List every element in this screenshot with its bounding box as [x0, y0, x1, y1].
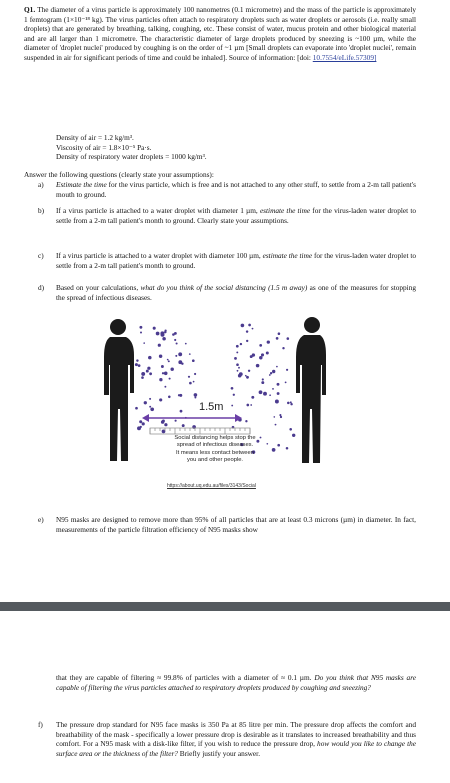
- page-separator: [0, 602, 450, 611]
- droplet-dot: [168, 396, 171, 399]
- question-a: [56, 180, 416, 199]
- droplet-dot: [141, 376, 144, 379]
- figure-caption: [155, 435, 275, 465]
- droplet-dot: [272, 370, 275, 373]
- droplet-dot: [277, 383, 280, 386]
- droplet-dot: [146, 370, 149, 373]
- droplet-dot: [267, 340, 270, 343]
- droplet-dot: [236, 345, 239, 348]
- droplet-dot: [192, 359, 195, 362]
- right-person-silhouette: [296, 317, 326, 463]
- droplet-dot: [279, 414, 281, 416]
- droplet-dot: [160, 331, 164, 335]
- droplet-dot: [287, 337, 290, 340]
- droplet-dot: [239, 372, 243, 376]
- droplet-dot: [143, 342, 145, 344]
- droplet-dot: [278, 332, 281, 335]
- droplet-dot: [139, 420, 142, 423]
- document-page-2: [0, 611, 450, 783]
- question-d-label: d): [38, 283, 45, 292]
- question-c: [56, 251, 416, 270]
- droplet-dot: [189, 353, 191, 355]
- droplet-dot: [269, 394, 271, 396]
- droplet-dot: [153, 327, 156, 330]
- droplet-dot: [178, 352, 182, 356]
- droplet-dot: [231, 405, 233, 407]
- droplet-dot: [237, 370, 239, 372]
- droplet-dot: [167, 359, 169, 361]
- droplet-dot: [175, 420, 177, 422]
- question-b: [56, 206, 416, 225]
- droplet-dot: [185, 343, 187, 345]
- caption-line-1: Social distancing helps stop the: [174, 435, 256, 441]
- question-c-label: c): [38, 251, 44, 260]
- droplet-dot: [276, 366, 278, 368]
- q1-intro-paragraph: [24, 5, 416, 63]
- question-e: N95 masks are designed to remove more than 95% of all particles that are at least 0.3 microns (µm) in diameter. In fact, measurements of the particle filtration efficiency of N95 masks show: [56, 515, 416, 534]
- question-c-emphasis: estimate the time: [262, 251, 313, 260]
- droplet-dot: [180, 410, 183, 413]
- droplet-dot: [256, 364, 260, 368]
- caption-line-3: It means less contact between: [176, 449, 254, 456]
- droplet-dot: [135, 363, 138, 366]
- droplet-dot: [144, 401, 147, 404]
- droplet-dot: [149, 372, 152, 375]
- droplet-dot: [150, 407, 154, 411]
- droplet-dot: [136, 359, 138, 361]
- droplet-dot: [263, 392, 267, 396]
- doi-link[interactable]: 10.7554/eLife.57309]: [312, 52, 377, 62]
- question-d-emphasis: what do you think of the social distancing (1.5 m away): [140, 283, 308, 292]
- figure-source-url[interactable]: https://about.uq.edu.au/files/3143/Social: [167, 483, 256, 489]
- droplet-dot: [164, 423, 167, 426]
- question-c-pre: If a virus particle is attached to a water droplet with diameter 100 µm,: [56, 251, 263, 260]
- droplet-dot: [156, 332, 160, 336]
- droplet-dot: [248, 324, 251, 327]
- droplet-dot: [233, 394, 235, 396]
- question-c-text: for the virus-laden water droplet to settle from a 2-m tall patient's month to ground.: [56, 251, 416, 270]
- droplet-dot: [149, 398, 151, 400]
- droplet-dot: [161, 420, 164, 423]
- droplet-dot: [246, 376, 249, 379]
- question-d-pre: Based on your calculations,: [56, 283, 141, 292]
- caption-line-4: you and other people.: [186, 457, 244, 464]
- droplet-dot: [159, 378, 162, 381]
- droplet-dot: [178, 394, 180, 396]
- question-a-label: a): [38, 180, 44, 189]
- droplet-dot: [188, 376, 190, 378]
- droplet-dot: [175, 355, 177, 357]
- droplet-dot: [269, 374, 271, 376]
- droplet-dot: [250, 404, 252, 406]
- droplet-dot: [194, 397, 196, 399]
- droplet-dot: [178, 360, 182, 364]
- droplet-dot: [194, 393, 198, 397]
- droplet-dot: [164, 331, 166, 333]
- droplet-dot: [241, 324, 245, 328]
- distance-label: 1.5m: [199, 401, 224, 413]
- question-f-text: Briefly justify your answer.: [177, 748, 261, 758]
- droplet-dot: [277, 444, 280, 447]
- droplet-dot: [270, 372, 272, 374]
- droplet-dot: [246, 404, 249, 407]
- droplet-dot: [138, 364, 141, 367]
- droplet-dot: [172, 333, 175, 336]
- caption-line-2: spread of infectious diseases.: [176, 442, 254, 449]
- droplet-dot: [285, 382, 287, 384]
- droplet-dot: [277, 392, 280, 395]
- question-f-pre: The pressure drop standard for N95 face masks is 350 Pa at 85 litre per min. The pressure drop affects the comfort and breathability of the mask - specifically a lower pressure drop is desirable as it translates to increased breathability and thus comfort. For a N95 mask with a disk-like filter, if you wish to reduce the pressure drop,: [56, 720, 416, 749]
- droplet-dot: [236, 363, 239, 366]
- droplet-dot: [147, 367, 150, 370]
- droplet-dot: [290, 401, 292, 403]
- droplet-dot: [261, 381, 264, 384]
- droplet-dot: [142, 422, 145, 425]
- droplet-dot: [286, 447, 289, 450]
- social-distancing-figure: [100, 285, 330, 495]
- droplet-dot: [236, 351, 238, 353]
- droplet-dot: [168, 360, 170, 362]
- droplet-dot: [148, 356, 152, 360]
- droplet-dot: [246, 330, 248, 332]
- question-e-continued: [56, 673, 416, 692]
- droplet-dot: [259, 356, 262, 359]
- question-f-label: f): [38, 720, 43, 729]
- droplet-dot: [252, 328, 254, 330]
- droplet-dot: [259, 344, 262, 347]
- droplet-dot: [164, 371, 168, 375]
- droplet-dot: [286, 369, 288, 371]
- left-person-silhouette: [104, 319, 134, 461]
- distance-arrow: [142, 414, 242, 422]
- droplet-dot: [250, 355, 253, 358]
- droplet-dot: [262, 378, 264, 380]
- droplet-dot: [273, 416, 275, 418]
- answer-intro: Answer the following questions (clearly state your assumptions):: [24, 170, 214, 179]
- droplet-dot: [275, 424, 277, 426]
- droplet-dot: [292, 434, 295, 437]
- droplet-dot: [141, 372, 145, 376]
- question-b-emphasis: estimate the time: [259, 206, 311, 215]
- droplet-dot: [234, 357, 237, 360]
- ruler: [150, 428, 250, 434]
- droplet-dot: [251, 396, 254, 399]
- droplet-dot: [162, 337, 166, 341]
- q1-label: Q1.: [24, 5, 36, 14]
- droplet-dot: [189, 382, 192, 385]
- q1-intro-text: The diameter of a virus particle is approximately 100 nanometres (0.1 micrometre) and the mass of the particle is approximately 1 femtogram (1×10⁻¹⁸ kg). The virus particles often attach to respiratory droplets such as water droplets or aerosols (i.e. really small droplets) that are generated by breathing, talking, coughing, etc. These consist of water, mucus protein and other biological material and are all larger than 1 micrometre. The characteristic diameter of large droplets produced by sneezing is ~100 µm, while the diameter of 'droplet nuclei' produced by coughing is on the order of ~1 µm [Small droplets can evaporate into 'droplet nuclei', remain suspended in air for significant periods of time and could be inhaled]. Source of information: [doi:: [24, 5, 416, 62]
- droplet-dot: [162, 372, 164, 374]
- question-d-text: as one of the measures for stopping the spread of infectious diseases.: [56, 283, 416, 302]
- droplet-dot: [176, 342, 178, 344]
- droplet-dot: [169, 378, 171, 380]
- droplet-dot: [259, 390, 263, 394]
- question-f-emphasis: how would you like to change the surface area or the thickness of the filter?: [56, 739, 416, 758]
- droplet-dot: [276, 337, 279, 340]
- droplet-dot: [261, 353, 264, 356]
- question-b-label: b): [38, 206, 45, 215]
- droplet-dot: [231, 387, 234, 390]
- droplet-dot: [287, 402, 290, 405]
- droplet-density: Density of respiratory water droplets = 1000 kg/m³.: [56, 152, 207, 162]
- droplet-dot: [275, 400, 279, 404]
- droplet-dot: [246, 340, 248, 342]
- droplet-dot: [194, 373, 196, 375]
- droplet-dot: [159, 355, 162, 358]
- question-a-emphasis: Estimate the time: [56, 180, 107, 189]
- question-a-text: for the virus particle, which is free and is not attached to any other stuff, to settle from a 2-m tall patient's mouth to ground.: [56, 180, 416, 199]
- physical-properties: [56, 133, 207, 162]
- question-b-text: for the virus-laden water droplet to settle from a 2-m tall patient's month to ground. Clearly state your assumptions.: [56, 206, 416, 225]
- droplet-dot: [266, 352, 269, 355]
- question-e-label: e): [38, 515, 44, 524]
- droplet-dot: [140, 331, 142, 333]
- droplet-dot: [135, 407, 138, 410]
- droplet-dot: [280, 416, 282, 418]
- droplet-dot: [245, 420, 247, 422]
- question-f: [56, 720, 416, 758]
- droplet-dot: [159, 398, 162, 401]
- air-viscosity: Viscosity of air = 1.8×10⁻⁵ Pa·s.: [56, 142, 152, 152]
- droplet-dot: [193, 381, 195, 383]
- question-e-cont-emphasis: Do you think that N95 masks are capable of filtering the virus particles attached to respiratory droplets produced by coughing and sneezing?: [56, 673, 417, 692]
- droplet-dot: [182, 424, 185, 427]
- droplet-dot: [139, 326, 142, 329]
- droplet-dot: [149, 406, 151, 408]
- air-density: Density of air = 1.2 kg/m³.: [56, 133, 134, 142]
- droplet-dot: [158, 344, 161, 347]
- droplet-dot: [245, 375, 247, 377]
- question-b-pre: If a virus particle is attached to a water droplet with diameter 1 µm,: [56, 206, 260, 215]
- droplet-dot: [238, 367, 240, 369]
- droplet-dot: [240, 343, 242, 345]
- droplet-dot: [170, 367, 173, 370]
- droplet-dot: [272, 388, 274, 390]
- droplet-dot: [289, 428, 292, 431]
- droplet-dot: [140, 426, 142, 428]
- droplet-dot: [282, 347, 284, 349]
- droplet-dot: [248, 370, 250, 372]
- droplet-dot: [164, 386, 166, 388]
- question-e-cont-pre: that they are capable of filtering ≈ 99.8% of particles with a diameter of ≈ 0.1 µm.: [56, 673, 315, 682]
- droplet-dot: [174, 339, 176, 341]
- droplet-dot: [161, 365, 164, 368]
